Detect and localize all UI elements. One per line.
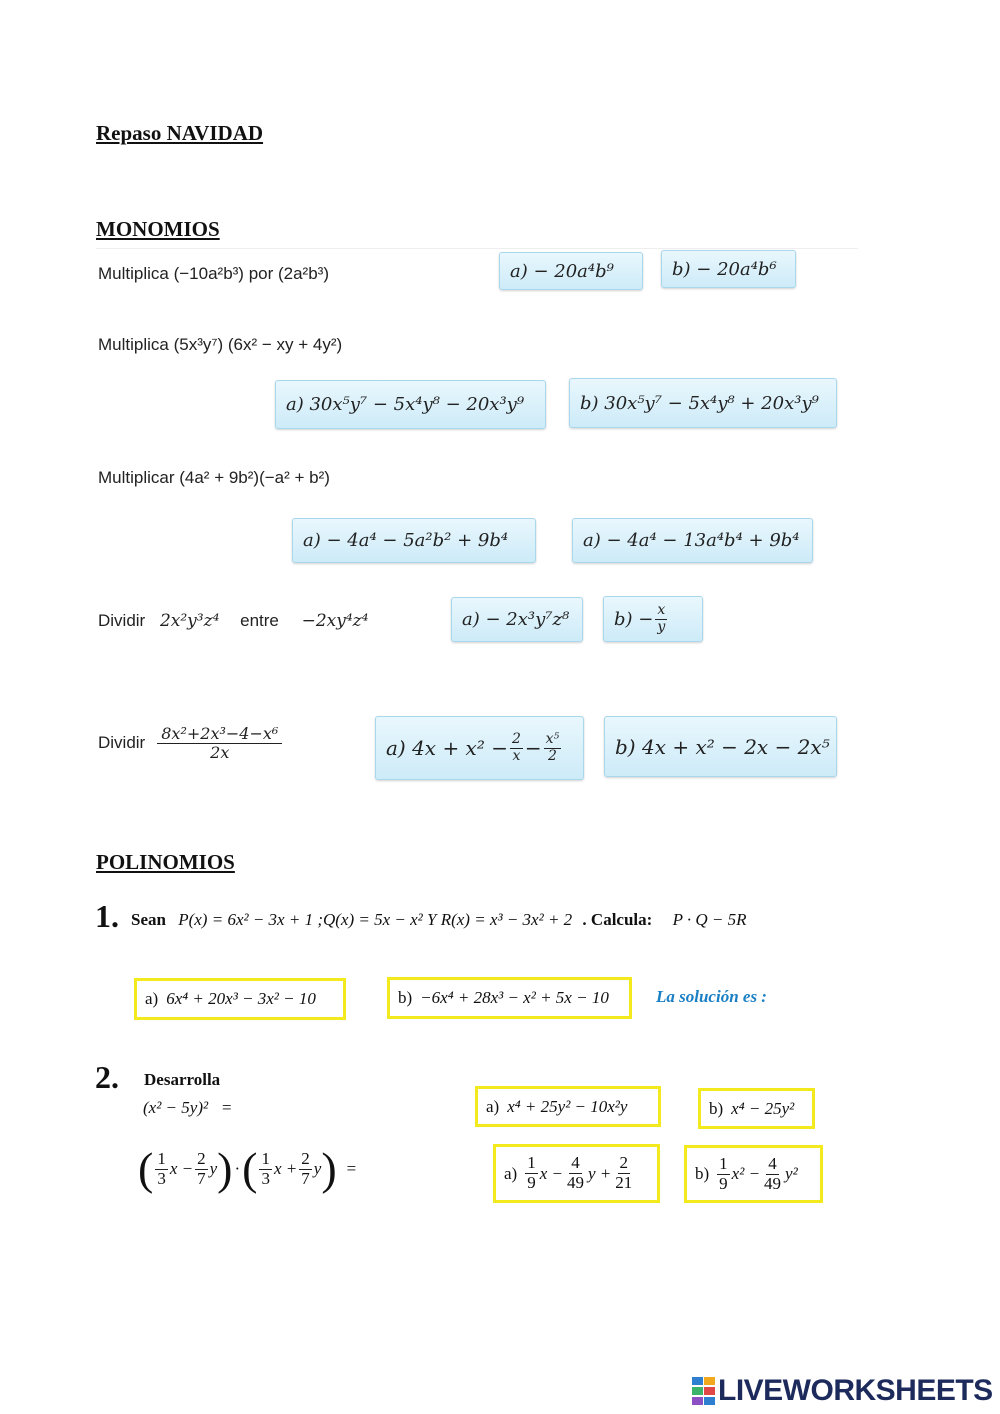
paren-close-2: ) (321, 1143, 337, 1194)
question-3-prompt: Multiplicar (4a² + 9b²)(−a² + b²) (98, 468, 330, 487)
paren-open-2: ( (242, 1143, 258, 1194)
q2-option-b[interactable]: b) 30x⁵y⁷ − 5x⁴y⁸ + 20x³y⁹ (569, 378, 837, 428)
q5-option-b[interactable]: b) 4x + x² − 2x − 2x⁵ (604, 716, 837, 777)
p2-e2-a-f1-den: 9 (527, 1173, 536, 1192)
q5-a-fraction-2 (544, 732, 562, 764)
q4-b-den: y (657, 618, 666, 635)
p2-e1-a-expr: x⁴ + 25y² − 10x²y (507, 1096, 628, 1116)
q4-b-prefix: b) − (614, 608, 654, 630)
q4-dividend: 2x²y³z⁴ (159, 611, 220, 631)
q5-a-prefix: a) 4x + x² − (386, 736, 508, 760)
q5-a-f1-num: 2 (511, 731, 521, 748)
p1-a-label: a) (145, 989, 159, 1008)
p2-e2-b-v2: y² (785, 1164, 798, 1183)
q4-option-b[interactable] (603, 596, 703, 642)
p2-e2-b-v1: x² − (731, 1164, 761, 1183)
p2-e2-f2-num: 2 (197, 1148, 206, 1168)
p2-expression-2 (138, 1143, 357, 1194)
q5-denominator: 2x (210, 742, 230, 762)
p2-e2-a-v1: x − (539, 1163, 563, 1183)
p2-e2-f3-num: 1 (261, 1148, 270, 1168)
p2-e2-a-f2 (565, 1154, 586, 1192)
q4-option-a[interactable]: a) − 2x³y⁷z⁸ (451, 597, 583, 642)
p1-definitions: P(x) = 6x² − 3x + 1 ;Q(x) = 5x − x² Y R(x) = x³ − 3x² + 2 (178, 910, 573, 929)
p2-e2-f1 (155, 1150, 168, 1188)
q4-divisor: −2xy⁴z⁴ (301, 611, 369, 631)
q5-a-mid: − (524, 736, 542, 760)
p2-e2-a-f3-den: 21 (615, 1173, 633, 1192)
p2-e2-v1: x − (169, 1159, 194, 1178)
p2-e2-f3-den: 3 (261, 1168, 270, 1188)
q5-verb: Dividir (98, 733, 146, 753)
p2-e2-a-f3-num: 2 (619, 1153, 629, 1173)
question-4-prompt (98, 611, 368, 631)
page-title: Repaso NAVIDAD (96, 121, 264, 145)
paren-close-1: ) (217, 1143, 233, 1194)
q1-option-a[interactable]: a) − 20a⁴b⁹ (499, 252, 643, 290)
q3-option-a[interactable]: a) − 4a⁴ − 5a²b² + 9b⁴ (292, 518, 536, 563)
p2-e2-dot: · (234, 1159, 241, 1178)
p2-e1-b-expr: x⁴ − 25y² (731, 1098, 795, 1118)
p2-e2-f4-den: 7 (301, 1168, 310, 1188)
liveworksheets-logo-icon (692, 1377, 716, 1405)
p2-e2-b-f1 (717, 1155, 730, 1193)
p2-e2-v4: y (313, 1159, 322, 1178)
q5-numerator: 8x²+2x³−4−x⁶ (157, 725, 282, 744)
p1-option-a[interactable] (134, 978, 346, 1020)
q4-b-fraction (655, 603, 667, 635)
p2-e2-a-label: a) (504, 1163, 518, 1183)
p2-e2-option-b[interactable] (684, 1145, 823, 1203)
paren-open-1: ( (138, 1143, 154, 1194)
p2-e2-f1-den: 3 (157, 1168, 166, 1188)
q5-a-f2-num: x⁵ (545, 731, 560, 748)
footer-logo[interactable] (692, 1374, 993, 1408)
q5-option-a[interactable] (375, 716, 584, 780)
p1-b-expr: −6x⁴ + 28x³ − x² + 5x − 10 (420, 988, 609, 1007)
q4-verb: Dividir (98, 611, 146, 630)
question-1-prompt: Multiplica (−10a²b³) por (2a²b³) (98, 264, 329, 283)
p1-calcula: . Calcula: (582, 910, 653, 929)
p2-e2-option-a[interactable] (493, 1144, 660, 1203)
p1-sean: Sean (131, 910, 166, 929)
q1-option-b[interactable]: b) − 20a⁴b⁶ (661, 250, 796, 288)
p2-e2-b-label: b) (695, 1164, 710, 1183)
p2-e2-equals: = (346, 1159, 357, 1178)
question-5-prompt (98, 725, 284, 761)
divider (96, 248, 858, 249)
p2-e2-v3: x + (273, 1159, 298, 1178)
question-2-prompt: Multiplica (5x³y⁷) (6x² − xy + 4y²) (98, 335, 343, 354)
q2-option-a[interactable]: a) 30x⁵y⁷ − 5x⁴y⁸ − 20x³y⁹ (275, 380, 546, 429)
p2-e2-v2: y (209, 1159, 218, 1178)
p2-e2-f4-num: 2 (301, 1148, 310, 1168)
p2-e1-option-b[interactable] (698, 1088, 815, 1129)
p2-e2-a-f3 (613, 1154, 634, 1192)
p2-e1-b-label: b) (709, 1098, 724, 1118)
p1-expression: P · Q − 5R (672, 910, 747, 929)
p1-solution-label: La solución es : (656, 987, 767, 1006)
q4-connector: entre (240, 611, 279, 630)
p2-e1-a-label: a) (486, 1096, 500, 1116)
section-heading-monomios: MONOMIOS (96, 217, 220, 241)
p2-e2-a-v2: y + (588, 1163, 612, 1183)
p2-e2-f2 (195, 1150, 208, 1188)
problem-2-number: 2. (95, 1059, 119, 1095)
q5-a-fraction-1 (510, 732, 523, 764)
p1-a-expr: 6x⁴ + 20x³ − 3x² − 10 (166, 989, 316, 1008)
p2-e2-a-f1-num: 1 (527, 1153, 536, 1173)
p2-e2-b-f1-den: 9 (719, 1173, 728, 1193)
p2-e2-a-f2-den: 49 (567, 1173, 584, 1192)
p2-e2-f1-num: 1 (157, 1148, 166, 1168)
p2-e2-f3 (259, 1150, 272, 1188)
q4-b-num: x (657, 602, 666, 619)
p1-option-b[interactable] (387, 977, 632, 1019)
p2-e2-f2-den: 7 (197, 1168, 206, 1188)
p2-e2-b-f2-num: 4 (768, 1153, 777, 1173)
p2-e2-a-f1 (525, 1154, 538, 1192)
q3-option-b[interactable]: a) − 4a⁴ − 13a⁴b⁴ + 9b⁴ (572, 518, 813, 563)
p2-e1-option-a[interactable] (475, 1086, 661, 1127)
liveworksheets-logo-text: LIVEWORKSHEETS (718, 1374, 993, 1407)
p2-e2-a-f2-num: 4 (571, 1153, 580, 1173)
section-heading-polinomios: POLINOMIOS (96, 850, 235, 874)
problem-1-number: 1. (95, 898, 119, 934)
p2-expression-1: (x² − 5y)² = (143, 1098, 233, 1117)
p2-title: Desarrolla (144, 1070, 221, 1089)
q5-fraction (157, 725, 282, 761)
p2-e2-b-f2-den: 49 (764, 1173, 782, 1193)
p2-e2-b-f1-num: 1 (719, 1153, 728, 1173)
q5-a-f1-den: x (512, 747, 521, 764)
problem-1-statement (131, 910, 747, 930)
p2-e2-f4 (299, 1150, 312, 1188)
p1-b-label: b) (398, 988, 413, 1007)
q5-a-f2-den: 2 (547, 747, 557, 764)
p2-e2-b-f2 (762, 1155, 783, 1193)
